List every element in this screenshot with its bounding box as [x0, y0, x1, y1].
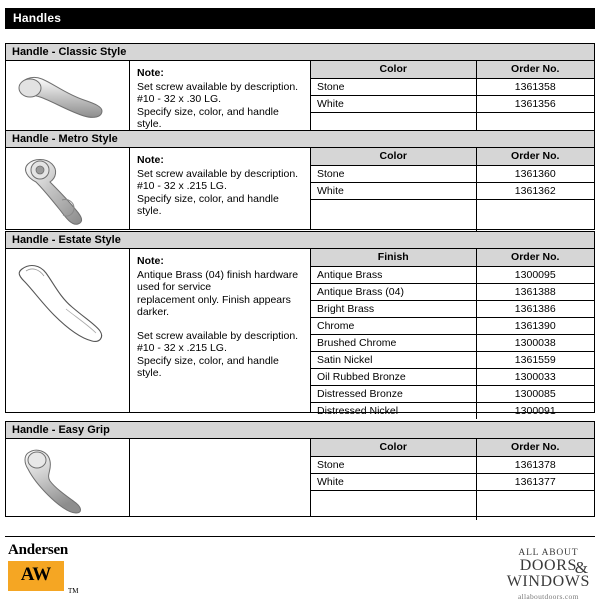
table-header-row [311, 61, 594, 79]
column-header-finish: Finish [311, 249, 476, 267]
section-title: Handle - Estate Style [6, 232, 594, 249]
cell-color: White [311, 96, 476, 113]
table-row [311, 369, 594, 386]
parts-table-classic [311, 61, 594, 132]
andersen-wordmark: Andersen [8, 542, 69, 558]
cell-empty [476, 491, 594, 520]
table-header-row [311, 249, 594, 267]
handle-metro-image [6, 148, 130, 230]
cell-color: Stone [311, 457, 476, 474]
cell-finish: Bright Brass [311, 301, 476, 318]
table-row [311, 79, 594, 96]
table-row [311, 166, 594, 183]
table-row [311, 352, 594, 369]
note-metro [130, 148, 311, 230]
aw-logo-mark [8, 561, 79, 595]
page-title: Handles [5, 8, 595, 29]
cell-order-no: 1361377 [476, 474, 594, 491]
cell-order-no: 1361390 [476, 318, 594, 335]
aad-line-3: WINDOWS [506, 573, 590, 590]
andersen-logo [8, 542, 79, 595]
aw-logo-text: AW [20, 564, 52, 585]
table-row [311, 318, 594, 335]
trademark-symbol: TM [68, 587, 79, 595]
cell-finish: Oil Rubbed Bronze [311, 369, 476, 386]
column-header-color: Color [311, 148, 476, 166]
cell-empty [311, 491, 476, 520]
note-line: Antique Brass (04) finish hardware used for service [137, 268, 299, 293]
parts-table-estate [311, 249, 594, 417]
note-line: Specify size, color, and handle style. [137, 354, 279, 379]
cell-order-no: 1361356 [476, 96, 594, 113]
note-line: Specify size, color, and handle style. [137, 105, 279, 130]
cell-empty [311, 200, 476, 232]
note-line: Set screw available by description. #10 - 32 x .215 LG. [137, 329, 299, 354]
cell-finish: Distressed Bronze [311, 386, 476, 403]
cell-finish: Brushed Chrome [311, 335, 476, 352]
note-classic [130, 61, 311, 132]
note-heading: Note: [137, 154, 164, 166]
footer-divider [5, 536, 595, 537]
note-heading: Note: [137, 255, 164, 267]
cell-finish: Antique Brass (04) [311, 284, 476, 301]
section-title: Handle - Metro Style [6, 131, 594, 148]
cell-finish: Distressed Nickel [311, 403, 476, 420]
aad-line-1: ALL ABOUT [518, 548, 579, 558]
column-header-order-no: Order No. [476, 439, 594, 457]
table-row [311, 335, 594, 352]
table-row [311, 301, 594, 318]
table-row [311, 267, 594, 284]
table-row [311, 96, 594, 113]
note-line: Specify size, color, and handle style. [137, 192, 279, 217]
cell-order-no: 1300085 [476, 386, 594, 403]
note-line: replacement only. Finish appears darker. [137, 293, 291, 318]
cell-finish: Antique Brass [311, 267, 476, 284]
aad-ampersand: & [574, 558, 588, 577]
note-spacer [137, 319, 302, 330]
table-header-row [311, 148, 594, 166]
cell-order-no: 1361378 [476, 457, 594, 474]
table-row-empty [311, 491, 594, 520]
aad-website: allaboutdoors.com [517, 592, 579, 601]
section-title: Handle - Easy Grip [6, 422, 594, 439]
parts-table-easy-grip [311, 439, 594, 517]
table-row-empty [311, 200, 594, 232]
cell-order-no: 1361388 [476, 284, 594, 301]
cell-color: White [311, 474, 476, 491]
cell-color: Stone [311, 166, 476, 183]
cell-order-no: 1300091 [514, 405, 556, 417]
section-handle-easy-grip [5, 421, 595, 517]
cell-color: White [311, 183, 476, 200]
table-row [311, 284, 594, 301]
cell-order-no: 1361559 [476, 352, 594, 369]
column-header-order-no: Order No. [476, 148, 594, 166]
cell-order-no: 1300033 [476, 369, 594, 386]
table-row [311, 474, 594, 491]
cell-order-no: 1361360 [476, 166, 594, 183]
section-handle-metro-style [5, 130, 595, 230]
column-header-color: Color [311, 439, 476, 457]
cell-order-no: 1361358 [476, 79, 594, 96]
cell-color: Stone [311, 79, 476, 96]
all-about-doors-logo [507, 548, 590, 601]
table-row [311, 183, 594, 200]
note-heading: Note: [137, 67, 164, 79]
section-title: Handle - Classic Style [6, 44, 594, 61]
cell-order-no: 1300038 [476, 335, 594, 352]
handle-easy-grip-image [6, 439, 130, 517]
table-row [311, 457, 594, 474]
table-row [311, 386, 594, 403]
table-header-row [311, 439, 594, 457]
cell-order-no: 1361386 [476, 301, 594, 318]
cell-order-no: 1361362 [476, 183, 594, 200]
cell-empty [476, 200, 594, 232]
cell-order-no: 1300095 [476, 267, 594, 284]
handle-estate-image [6, 249, 130, 413]
cell-finish: Chrome [311, 318, 476, 335]
cell-finish: Satin Nickel [311, 352, 476, 369]
note-estate [130, 249, 311, 413]
aad-line-2: DOORS [519, 557, 577, 574]
section-handle-classic-style [5, 43, 595, 132]
column-header-order-no: Order No. [476, 249, 594, 267]
handle-classic-image [6, 61, 130, 132]
parts-table-metro [311, 148, 594, 230]
column-header-order-no: Order No. [476, 61, 594, 79]
note-easy-grip [130, 439, 311, 517]
note-line: Set screw available by description. #10 - 32 x .30 LG. [137, 80, 299, 105]
table-row [311, 403, 594, 420]
column-header-color: Color [311, 61, 476, 79]
note-line: Set screw available by description. #10 - 32 x .215 LG. [137, 167, 299, 192]
section-handle-estate-style [5, 231, 595, 417]
